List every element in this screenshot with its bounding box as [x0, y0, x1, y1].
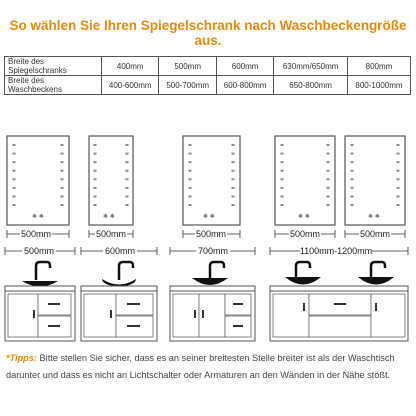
led-dot — [327, 178, 330, 180]
table-cell: 600-800mm — [216, 76, 273, 95]
row-header: Breite des Waschbeckens — [5, 76, 102, 95]
led-dot — [61, 144, 64, 146]
mirror-width-label: 500mm — [195, 229, 227, 239]
led-dot — [94, 178, 97, 180]
led-dot — [397, 204, 400, 206]
led-dot — [232, 178, 235, 180]
led-dot — [61, 195, 64, 197]
led-dot — [94, 153, 97, 155]
mirror-width-label: 500mm — [289, 229, 321, 239]
led-dot — [397, 178, 400, 180]
led-dot — [13, 195, 16, 197]
mirror-width-label: 500mm — [359, 229, 391, 239]
led-dot — [126, 144, 129, 146]
led-dot — [13, 170, 16, 172]
led-dot — [61, 204, 64, 206]
led-dot — [189, 195, 192, 197]
svg-text:✱ ✱: ✱ ✱ — [103, 214, 115, 220]
led-dot — [351, 195, 354, 197]
led-dot — [232, 153, 235, 155]
led-dot — [281, 153, 284, 155]
led-dot — [126, 204, 129, 206]
led-dot — [351, 204, 354, 206]
led-dot — [126, 153, 129, 155]
table-cell: 600mm — [216, 57, 273, 76]
led-dot — [94, 195, 97, 197]
led-dot — [126, 178, 129, 180]
mirror-cabinet-4 — [275, 136, 335, 225]
led-dot — [327, 153, 330, 155]
led-dot — [189, 153, 192, 155]
mirror-cabinet-5 — [345, 136, 405, 225]
led-dot — [94, 170, 97, 172]
led-dot — [351, 178, 354, 180]
led-dot — [397, 187, 400, 189]
vanity-unit-4 — [270, 262, 408, 341]
led-dot — [189, 144, 192, 146]
led-dot — [13, 204, 16, 206]
table-cell: 800-1000mm — [347, 76, 410, 95]
table-cell: 630mm/650mm — [274, 57, 348, 76]
table-cell: 500mm — [159, 57, 216, 76]
basin-width-label: 500mm — [23, 246, 55, 256]
vanity-unit-3 — [170, 262, 255, 341]
svg-text:✱ ✱: ✱ ✱ — [203, 214, 215, 220]
led-dot — [94, 161, 97, 163]
led-dot — [351, 153, 354, 155]
mirror-cabinet-1 — [7, 136, 69, 225]
led-dot — [397, 144, 400, 146]
led-dot — [232, 187, 235, 189]
row-header: Breite des Spiegelschranks — [5, 57, 102, 76]
led-dot — [126, 187, 129, 189]
led-dot — [351, 161, 354, 163]
led-dot — [126, 161, 129, 163]
led-dot — [232, 195, 235, 197]
svg-text:✱ ✱: ✱ ✱ — [298, 214, 310, 220]
led-dot — [61, 170, 64, 172]
led-dot — [126, 170, 129, 172]
led-dot — [327, 161, 330, 163]
vanity-unit-2 — [81, 262, 157, 341]
led-dot — [232, 204, 235, 206]
table-cell: 800mm — [347, 57, 410, 76]
led-dot — [94, 144, 97, 146]
table-cell: 400mm — [102, 57, 159, 76]
led-dot — [13, 144, 16, 146]
led-dot — [13, 178, 16, 180]
mirror-cabinet-2 — [89, 136, 133, 225]
led-dot — [126, 195, 129, 197]
led-dot — [61, 161, 64, 163]
led-dot — [13, 161, 16, 163]
led-dot — [232, 161, 235, 163]
table-cell: 650-800mm — [274, 76, 348, 95]
led-dot — [189, 170, 192, 172]
led-dot — [61, 153, 64, 155]
table-cell: 400-600mm — [102, 76, 159, 95]
led-dot — [351, 144, 354, 146]
led-dot — [232, 170, 235, 172]
led-dot — [351, 170, 354, 172]
led-dot — [281, 204, 284, 206]
table-cell: 500-700mm — [159, 76, 216, 95]
led-dot — [327, 144, 330, 146]
basin-width-label: 700mm — [197, 246, 229, 256]
led-dot — [281, 195, 284, 197]
led-dot — [13, 187, 16, 189]
led-dot — [189, 178, 192, 180]
led-dot — [189, 187, 192, 189]
led-dot — [232, 144, 235, 146]
led-dot — [281, 161, 284, 163]
mirror-cabinet-3 — [183, 136, 240, 225]
led-dot — [397, 195, 400, 197]
mirror-width-label: 500mm — [20, 229, 52, 239]
led-dot — [397, 170, 400, 172]
led-dot — [327, 170, 330, 172]
led-dot — [61, 187, 64, 189]
led-dot — [281, 144, 284, 146]
tip-text: Bitte stellen Sie sicher, dass es an seiner breitesten Stelle breiter ist als der Waschtisch darunter und dass es nicht an Lichtschalter oder Armaturen an den Wänden in der Nähe stößt. — [6, 353, 395, 380]
tip-note — [6, 350, 410, 384]
led-dot — [61, 178, 64, 180]
led-dot — [327, 187, 330, 189]
led-dot — [351, 187, 354, 189]
tip-label: *Tipps: — [6, 353, 37, 363]
led-dot — [189, 204, 192, 206]
led-dot — [281, 187, 284, 189]
vanity-unit-1 — [5, 262, 75, 341]
led-dot — [281, 178, 284, 180]
mirror-width-label: 500mm — [95, 229, 127, 239]
page-title: So wählen Sie Ihren Spiegelschrank nach Waschbeckengröße aus. — [9, 18, 407, 48]
svg-text:✱ ✱: ✱ ✱ — [368, 214, 380, 220]
led-dot — [94, 187, 97, 189]
led-dot — [13, 153, 16, 155]
led-dot — [397, 161, 400, 163]
basin-width-label: 1100mm-1200mm — [299, 246, 373, 256]
svg-text:✱ ✱: ✱ ✱ — [32, 214, 44, 220]
led-dot — [327, 204, 330, 206]
led-dot — [189, 161, 192, 163]
led-dot — [327, 195, 330, 197]
led-dot — [281, 170, 284, 172]
basin-width-label: 600mm — [104, 246, 136, 256]
led-dot — [397, 153, 400, 155]
led-dot — [94, 204, 97, 206]
